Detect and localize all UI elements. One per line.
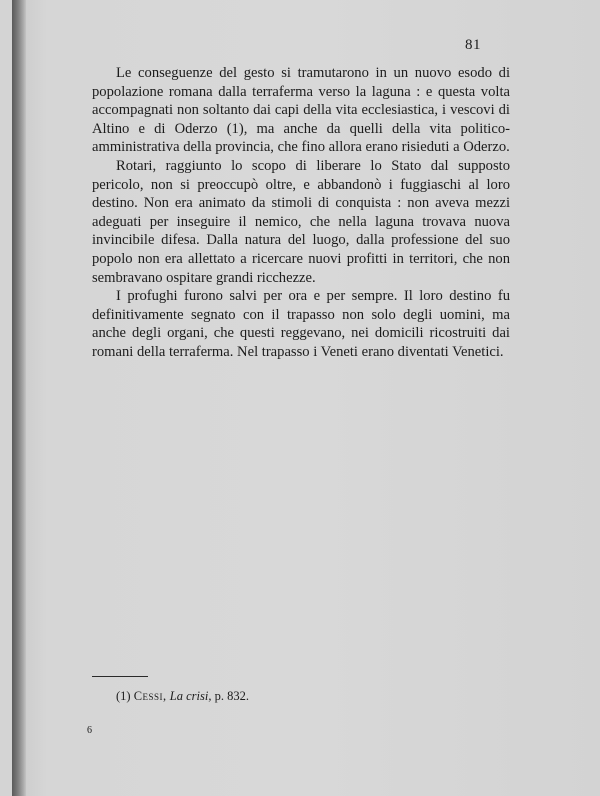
binding-edge [12, 0, 26, 796]
body-text [92, 64, 510, 362]
footnote-author: Cessi, [133, 689, 167, 703]
book-page [12, 0, 600, 796]
footnote-title: La crisi, [169, 689, 212, 703]
page-number: 81 [465, 37, 481, 53]
footnote-rule [92, 676, 148, 677]
footnote-reference: p. 832. [214, 689, 249, 703]
signature-mark: 6 [87, 725, 92, 736]
paragraph-1: Le conseguenze del gesto si tramutarono in un nuovo esodo di popolazione romana dalla terraferma verso la laguna : e questa volta accompagnati non soltanto dai capi della vita ecclesiastica, i vescovi di Altino e di Oderzo (1), ma anche da quelli della vita politico-amministrativa della provincia, che fino allora erano risieduti a Oderzo. [92, 65, 510, 156]
footnote-marker: (1) [116, 689, 131, 703]
paragraph-2: Rotari, raggiunto lo scopo di liberare lo Stato dal supposto pericolo, non si preoccupò oltre, e abbandonò i fuggiaschi al loro destino. Non era animato da stimoli di conquista : non aveva mezzi adeguati per inseguire il nemico, che nella laguna trovava nuova invincibile difesa. Dalla natura del luogo, dalla professione del suo popolo non era allettato a ricercare nuovi profitti in territori, che non sembravano ospitare grandi ricchezze. [92, 157, 510, 286]
paragraph-3: I profughi furono salvi per ora e per sempre. Il loro destino fu definitivamente segnato con il trapasso non solo degli uomini, ma anche degli organi, che questi reggevano, nei domicili ricostruiti dai romani della terraferma. Nel trapasso i Veneti erano diventati Venetici. [92, 288, 510, 360]
footnote [116, 689, 249, 704]
